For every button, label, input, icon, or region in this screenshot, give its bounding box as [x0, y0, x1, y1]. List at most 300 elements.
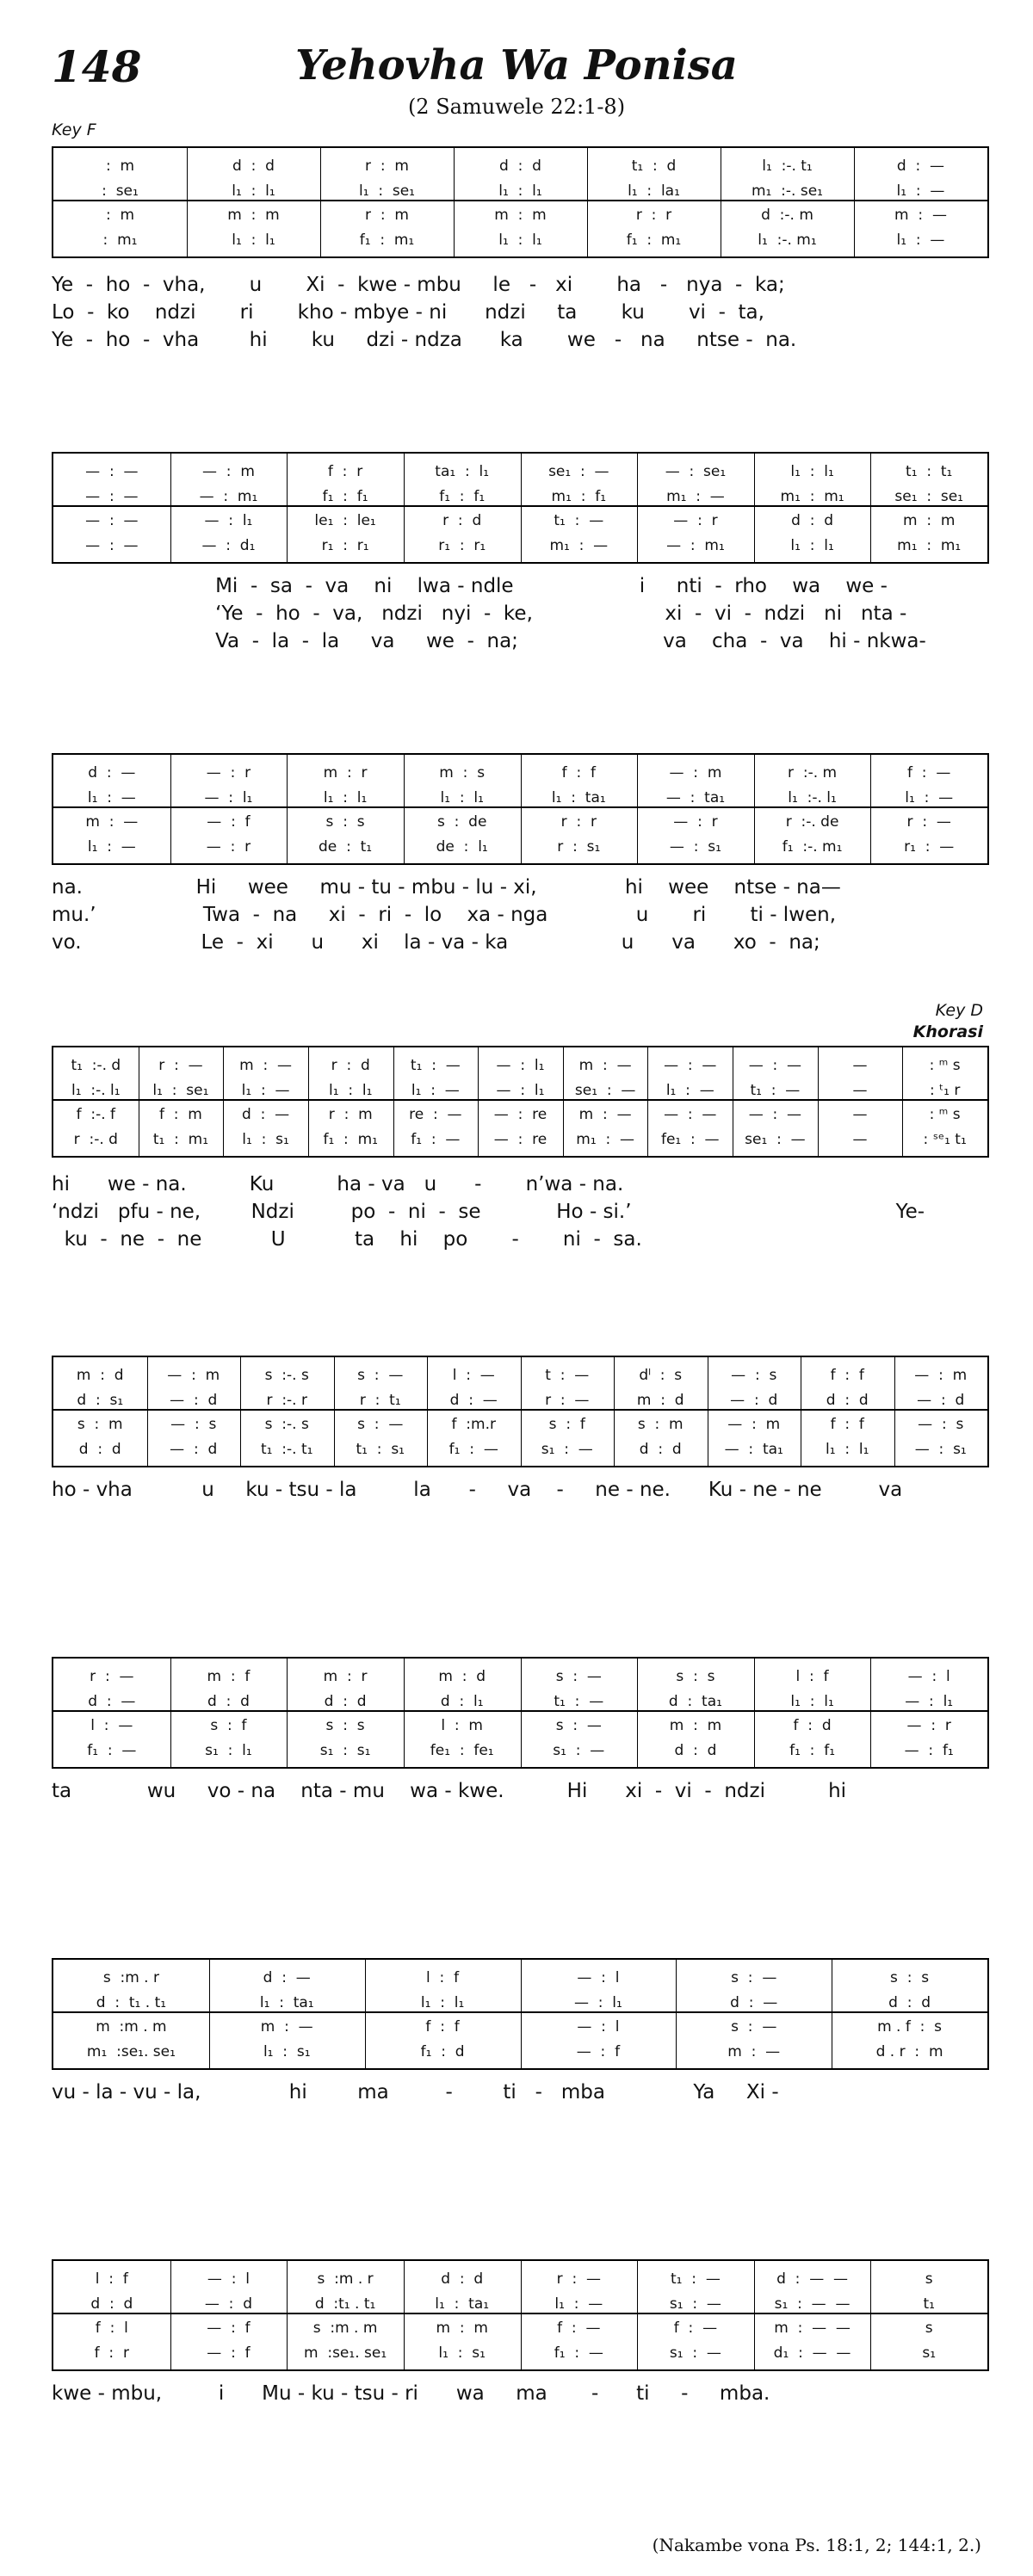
- lyrics-block-6: [52, 1777, 986, 1805]
- voice-line: m : d: [636, 1391, 684, 1409]
- voice-line: m : m: [669, 1717, 722, 1735]
- voice-line: d : l₁: [440, 1692, 484, 1710]
- voice-line: t₁ : —: [410, 1057, 461, 1074]
- voice-line: : ᵐ s: [929, 1057, 961, 1074]
- voice-line: s₁ : —: [541, 1440, 593, 1458]
- hymn-number: 148: [52, 41, 142, 92]
- measure: [637, 454, 754, 562]
- voice-line: d : —: [730, 1993, 778, 2011]
- voice-line: l₁ : —: [411, 1081, 460, 1099]
- barline: [287, 755, 288, 863]
- key-signature-first: Key F: [52, 120, 96, 139]
- voice-line: — : m₁: [199, 487, 258, 505]
- voice-line: l₁ : l₁: [323, 788, 368, 806]
- voice-line: — : f: [576, 2042, 621, 2060]
- voice-line: d :-. m: [761, 207, 813, 225]
- voice-line: t₁ : d: [631, 158, 677, 175]
- music-system-4: [52, 1046, 989, 1158]
- voice-line: s: [925, 2320, 933, 2338]
- voice-line: d : d: [78, 1440, 121, 1458]
- measure: [637, 2261, 754, 2369]
- voice-line: m : —: [727, 2042, 781, 2060]
- voice-line: l : f: [426, 1969, 460, 1986]
- measure: [647, 1047, 733, 1156]
- voice-line: s₁ : —: [669, 2344, 721, 2362]
- voice-line: l₁ : l₁: [232, 182, 275, 200]
- voice-line: m : d: [76, 1367, 124, 1384]
- measure: [240, 1357, 334, 1466]
- voice-line: l₁ : l₁: [790, 536, 834, 554]
- measure: [832, 1960, 987, 2068]
- barline: [521, 454, 522, 562]
- voice-line: — : —: [85, 463, 139, 480]
- voice-line: — : —: [664, 1106, 717, 1124]
- voice-line: l₁ : s₁: [263, 2042, 311, 2060]
- measure: [478, 1047, 563, 1156]
- measure: [521, 1659, 638, 1767]
- voice-line: fe₁ : —: [660, 1130, 720, 1148]
- voice-line: —: [852, 1081, 868, 1099]
- voice-line: t₁ :-. d: [71, 1057, 121, 1074]
- voice-line: — : —: [85, 512, 139, 530]
- voice-line: l₁ : —: [665, 1081, 714, 1099]
- voice-line: s : —: [731, 1969, 777, 1986]
- voice-line: r : d: [331, 1057, 370, 1074]
- measure: [170, 454, 288, 562]
- voice-line: t : —: [545, 1367, 590, 1384]
- voice-line: l₁ :-. m₁: [758, 231, 817, 249]
- voice-line: d : d: [232, 158, 275, 175]
- voice-line: s₁ : l₁: [205, 1741, 252, 1759]
- voice-line: r : s₁: [557, 837, 601, 856]
- lyric-line: ta wu vo - na nta - mu wa - kwe. Hi xi - vi - ndzi hi: [52, 1780, 847, 1802]
- measure: [404, 755, 521, 863]
- voice-line: r : —: [556, 2270, 601, 2288]
- voice-line: — : se₁: [665, 463, 727, 480]
- measure: [53, 1047, 139, 1156]
- barline: [754, 2261, 755, 2369]
- barline: [902, 1047, 903, 1156]
- chorus-label: Khorasi: [912, 1022, 983, 1041]
- voice-line: — : f: [207, 2320, 251, 2338]
- voice-line: l : m: [441, 1717, 483, 1735]
- voice-line: — : d: [917, 1391, 965, 1409]
- lyric-line: Ye - ho - vha, u Xi - kwe - mbu le - xi ha - nya - ka;: [52, 274, 785, 296]
- voice-line: r : —: [545, 1391, 590, 1409]
- voice-line: r : m: [365, 158, 409, 175]
- scripture-reference: (2 Samuwele 22:1-8): [407, 95, 626, 119]
- measure: [754, 1659, 871, 1767]
- voice-line: — : d: [730, 1391, 778, 1409]
- voice-line: m₁ :-. se₁: [752, 182, 823, 200]
- measure: [754, 454, 871, 562]
- voice-line: — : s: [731, 1367, 777, 1384]
- voice-line: — : l₁: [573, 1993, 622, 2011]
- voice-line: : se₁: [102, 182, 139, 200]
- measure: [334, 1357, 428, 1466]
- lyrics-block-8: [52, 2380, 986, 2407]
- voice-line: — : m: [201, 463, 255, 480]
- voice-line: l₁ :-. l₁: [71, 1081, 121, 1099]
- barline: [147, 1357, 148, 1466]
- measure: [427, 1357, 521, 1466]
- voice-line: s : s: [325, 1717, 365, 1735]
- voice-line: se₁ : —: [548, 463, 609, 480]
- voice-line: m : m: [494, 207, 547, 225]
- voice-line: r :-. r: [266, 1391, 307, 1409]
- barline: [287, 2261, 288, 2369]
- voice-line: l₁ : —: [905, 788, 954, 806]
- voice-line: f₁ : m₁: [626, 231, 682, 249]
- voice-line: l : f: [795, 1668, 829, 1685]
- measure: [818, 1047, 903, 1156]
- barline: [647, 1047, 648, 1156]
- measure: [209, 1960, 365, 2068]
- voice-line: — : l₁: [204, 788, 253, 806]
- voice-line: m :se₁. se₁: [303, 2344, 387, 2362]
- lyric-line: na. Hi wee mu - tu - mbu - lu - xi, hi wee ntse - na—: [52, 876, 841, 899]
- measure: [521, 454, 638, 562]
- voice-line: f : —: [673, 2320, 718, 2338]
- voice-line: — : —: [85, 536, 139, 554]
- voice-line: r : m: [365, 207, 409, 225]
- voice-line: — : l: [577, 1969, 620, 1986]
- voice-line: d : d: [90, 2295, 133, 2313]
- measure: [870, 1659, 987, 1767]
- voice-line: — : re: [493, 1130, 547, 1148]
- voice-line: se₁ : —: [574, 1081, 636, 1099]
- voice-line: s: [925, 2270, 933, 2288]
- barline: [308, 1047, 309, 1156]
- voice-line: se₁ : —: [745, 1130, 806, 1148]
- voice-line: f₁ : f₁: [789, 1741, 836, 1759]
- voice-line: m : —: [85, 813, 139, 831]
- voice-line: m : r: [323, 1668, 368, 1685]
- measure: [170, 755, 288, 863]
- voice-line: — : r: [673, 512, 718, 530]
- barline: [870, 454, 871, 562]
- barline: [393, 1047, 394, 1156]
- lyric-line: vo. Le - xi u xi la - va - ka u va xo - na;: [52, 931, 820, 954]
- voice-line: s : de: [436, 813, 487, 831]
- barline: [637, 755, 638, 863]
- voice-line: d . r : m: [875, 2042, 943, 2060]
- barline: [754, 755, 755, 863]
- voice-line: : m: [105, 207, 135, 225]
- voice-line: — : s: [170, 1416, 217, 1434]
- voice-line: — : m: [914, 1367, 968, 1384]
- voice-line: f₁ : —: [411, 1130, 461, 1148]
- voice-line: f₁ : —: [448, 1440, 498, 1458]
- voice-line: r₁ : r₁: [321, 536, 369, 554]
- voice-line: l₁ :-. l₁: [788, 788, 837, 806]
- voice-line: r : —: [906, 813, 951, 831]
- voice-line: r : t₁: [359, 1391, 401, 1409]
- barline: [287, 1659, 288, 1767]
- voice-line: d : —: [263, 1969, 311, 1986]
- measure: [139, 1047, 224, 1156]
- voice-line: s : —: [357, 1416, 404, 1434]
- measure: [393, 1047, 479, 1156]
- voice-line: — : d: [170, 1440, 218, 1458]
- voice-line: l₁ : ta₁: [435, 2295, 490, 2313]
- measure: [287, 454, 404, 562]
- voice-line: s :m . r: [102, 1969, 159, 1986]
- voice-line: —: [852, 1106, 868, 1124]
- voice-line: m : —: [239, 1057, 293, 1074]
- voice-line: l₁ : se₁: [152, 1081, 209, 1099]
- lyric-line: ‘ndzi pfu - ne, Ndzi po - ni - se Ho - si.’ Ye-: [52, 1201, 925, 1223]
- voice-line: d : —: [88, 1692, 136, 1710]
- measure: [563, 1047, 648, 1156]
- voice-line: l₁ : ta₁: [259, 1993, 314, 2011]
- voice-line: l₁ : —: [241, 1081, 290, 1099]
- lyric-line: ku - ne - ne U ta hi po - ni - sa.: [52, 1228, 642, 1251]
- barline: [320, 148, 321, 256]
- voice-line: t₁ : —: [671, 2270, 721, 2288]
- barline: [170, 755, 171, 863]
- barline: [870, 755, 871, 863]
- voice-line: s₁: [922, 2344, 937, 2362]
- voice-line: f : l: [95, 2320, 128, 2338]
- voice-line: l₁ : ta₁: [551, 788, 606, 806]
- barline: [754, 454, 755, 562]
- measure: [801, 1357, 894, 1466]
- voice-line: s : —: [555, 1717, 602, 1735]
- voice-line: r : r: [560, 813, 597, 831]
- voice-line: : m₁: [102, 231, 138, 249]
- voice-line: t₁: [923, 2295, 935, 2313]
- measure: [637, 1659, 754, 1767]
- voice-line: r : —: [158, 1057, 203, 1074]
- voice-line: f₁ : m₁: [359, 231, 415, 249]
- voice-line: se₁ : se₁: [894, 487, 963, 505]
- voice-line: l₁ : —: [896, 231, 945, 249]
- barline: [427, 1357, 428, 1466]
- voice-line: dˡ : s: [639, 1367, 683, 1384]
- voice-line: s₁ : —: [553, 1741, 605, 1759]
- voice-line: d : d: [791, 512, 834, 530]
- voice-line: f : —: [907, 764, 951, 781]
- voice-line: f :-. f: [76, 1106, 116, 1124]
- measure: [708, 1357, 801, 1466]
- voice-line: f₁ :-. m₁: [782, 837, 843, 856]
- measure: [404, 1659, 521, 1767]
- barline: [287, 454, 288, 562]
- voice-line: l₁ : l₁: [790, 1692, 834, 1710]
- barline: [521, 1357, 522, 1466]
- lyric-line: kwe - mbu, i Mu - ku - tsu - ri wa ma - ti - mba.: [52, 2382, 770, 2405]
- voice-line: m : r: [323, 764, 368, 781]
- measure: [721, 148, 854, 256]
- lyric-line: hi we - na. Ku ha - va u - n’wa - na.: [52, 1173, 624, 1195]
- measure: [170, 1659, 288, 1767]
- voice-line: d : d: [888, 1993, 931, 2011]
- voice-line: fe₁ : fe₁: [430, 1741, 494, 1759]
- voice-line: l₁ : l₁: [232, 231, 275, 249]
- measure: [521, 2261, 638, 2369]
- music-system-6: [52, 1657, 989, 1769]
- voice-line: — : r: [673, 813, 718, 831]
- voice-line: — : m₁: [666, 536, 725, 554]
- voice-line: — : m: [727, 1416, 781, 1434]
- key-signature-chorus: Key D: [935, 1001, 983, 1020]
- voice-line: d : —: [88, 764, 136, 781]
- lyrics-block-2: [52, 572, 986, 655]
- voice-line: d : —: [242, 1106, 290, 1124]
- voice-line: s₁ : — —: [774, 2295, 851, 2313]
- measure: [170, 2261, 288, 2369]
- voice-line: t₁ : m₁: [152, 1130, 209, 1148]
- voice-line: m₁ : m₁: [780, 487, 844, 505]
- voice-line: : ᵗ₁ r: [929, 1081, 961, 1099]
- voice-line: d : —: [896, 158, 945, 175]
- voice-line: f : f: [830, 1367, 864, 1384]
- lyric-line: ‘Ye - ho - va, ndzi nyi - ke, xi - vi - ndzi ni nta -: [52, 602, 907, 625]
- voice-line: m : — —: [774, 2320, 851, 2338]
- measure: [870, 454, 987, 562]
- voice-line: — : d: [204, 2295, 252, 2313]
- voice-line: t₁ :-. t₁: [261, 1440, 313, 1458]
- voice-line: m . f : s: [877, 2018, 943, 2036]
- barline: [614, 1357, 615, 1466]
- measure: [308, 1047, 393, 1156]
- measure: [53, 755, 170, 863]
- barline: [404, 755, 405, 863]
- voice-line: m₁ : m₁: [897, 536, 962, 554]
- voice-line: — : r: [906, 1717, 951, 1735]
- voice-line: — : r: [206, 764, 251, 781]
- voice-line: re : —: [409, 1106, 462, 1124]
- voice-line: — : r: [206, 837, 251, 856]
- music-system-5: [52, 1356, 989, 1467]
- voice-line: — : l₁: [905, 1692, 954, 1710]
- lyric-line: Mi - sa - va ni lwa - ndle i nti - rho wa we -: [52, 575, 888, 597]
- voice-line: l₁ : —: [87, 788, 136, 806]
- lyric-line: Va - la - la va we - na; va cha - va hi - nkwa-: [52, 630, 926, 652]
- voice-line: m : —: [578, 1106, 632, 1124]
- barline: [454, 148, 455, 256]
- voice-line: s :-. s: [264, 1416, 309, 1434]
- barline: [478, 1047, 479, 1156]
- voice-line: t₁ : —: [750, 1081, 801, 1099]
- voice-line: l₁ : l₁: [790, 463, 834, 480]
- voice-line: d : t₁ . t₁: [96, 1993, 167, 2011]
- lyrics-block-1: [52, 271, 986, 354]
- voice-line: l₁ : se₁: [358, 182, 415, 200]
- voice-line: f : r: [327, 463, 363, 480]
- voice-line: m₁ : —: [666, 487, 725, 505]
- voice-line: s : m: [637, 1416, 684, 1434]
- voice-line: d : s₁: [77, 1391, 124, 1409]
- barline: [404, 454, 405, 562]
- lyrics-block-3: [52, 874, 986, 956]
- measure: [587, 148, 721, 256]
- voice-line: r : d: [442, 512, 482, 530]
- measure: [521, 1357, 615, 1466]
- voice-line: l₁ : s₁: [438, 2344, 486, 2362]
- voice-line: l₁ : l₁: [329, 1081, 373, 1099]
- voice-line: — : l: [907, 1668, 950, 1685]
- voice-line: m₁ : —: [549, 536, 609, 554]
- music-system-8: [52, 2259, 989, 2371]
- voice-line: m₁ : —: [576, 1130, 634, 1148]
- voice-line: r₁ : r₁: [438, 536, 486, 554]
- voice-line: r₁ : —: [904, 837, 955, 856]
- voice-line: f₁ : f₁: [439, 487, 486, 505]
- barline: [170, 454, 171, 562]
- measure: [53, 148, 187, 256]
- voice-line: m₁ : f₁: [551, 487, 607, 505]
- measure: [870, 2261, 987, 2369]
- lyrics-block-4: [52, 1171, 986, 1253]
- voice-line: s : f: [548, 1416, 585, 1434]
- barline: [170, 2261, 171, 2369]
- voice-line: — : s₁: [669, 837, 721, 856]
- voice-line: l₁ : l₁: [420, 1993, 465, 2011]
- barline: [637, 454, 638, 562]
- voice-line: — : l: [577, 2018, 620, 2036]
- measure: [187, 148, 320, 256]
- voice-line: m :m . m: [96, 2018, 167, 2036]
- voice-line: —: [852, 1130, 868, 1148]
- voice-line: de : l₁: [436, 837, 488, 856]
- voice-line: m : —: [894, 207, 947, 225]
- voice-line: — : l₁: [204, 512, 253, 530]
- measure: [854, 148, 987, 256]
- voice-line: m : —: [260, 2018, 313, 2036]
- voice-line: l₁ : —: [554, 2295, 603, 2313]
- voice-line: s :-. s: [264, 1367, 309, 1384]
- voice-line: — : l₁: [496, 1081, 545, 1099]
- voice-line: t₁ : s₁: [356, 1440, 405, 1458]
- voice-line: l₁ : s₁: [242, 1130, 289, 1148]
- barline: [404, 2261, 405, 2369]
- voice-line: l₁ : —: [87, 837, 136, 856]
- voice-line: d : d: [499, 158, 541, 175]
- voice-line: t₁ : —: [554, 512, 604, 530]
- voice-line: — : s₁: [914, 1440, 967, 1458]
- voice-line: m : f: [207, 1668, 251, 1685]
- voice-line: l₁ : l₁: [440, 788, 484, 806]
- voice-line: —: [852, 1057, 868, 1074]
- measure: [637, 755, 754, 863]
- voice-line: f₁ : —: [87, 1741, 137, 1759]
- voice-line: r : —: [90, 1668, 134, 1685]
- barline: [818, 1047, 819, 1156]
- music-system-3: [52, 753, 989, 865]
- measure: [287, 2261, 404, 2369]
- voice-line: s : s: [890, 1969, 930, 1986]
- barline: [754, 1659, 755, 1767]
- lyric-line: vu - la - vu - la, hi ma - ti - mba Ya Xi -: [52, 2081, 779, 2103]
- music-system-2: [52, 452, 989, 564]
- voice-line: s :m . m: [312, 2320, 378, 2338]
- barline: [521, 2261, 522, 2369]
- barline: [187, 148, 188, 256]
- voice-line: f : —: [557, 2320, 601, 2338]
- voice-line: — : ta₁: [665, 788, 726, 806]
- measure: [754, 755, 871, 863]
- voice-line: — : f₁: [904, 1741, 954, 1759]
- measure: [404, 2261, 521, 2369]
- measure: [894, 1357, 988, 1466]
- voice-line: d : — —: [776, 2270, 849, 2288]
- voice-line: l₁ : l₁: [498, 182, 542, 200]
- barline: [854, 148, 855, 256]
- voice-line: d : d: [324, 1692, 367, 1710]
- measure: [320, 148, 454, 256]
